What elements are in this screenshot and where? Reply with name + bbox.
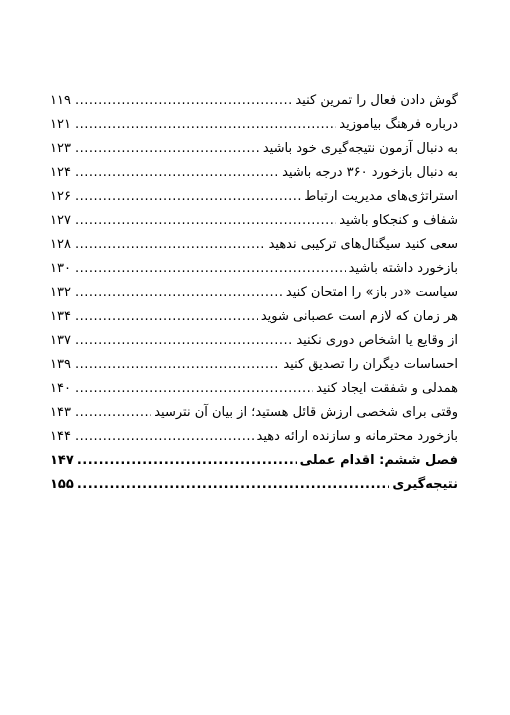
dot-leader [75, 137, 260, 161]
toc-chapter-title: فصل ششم: اقدام عملی [299, 453, 458, 468]
toc-entry-title: هر زمان که لازم است عصبانی شوید [260, 309, 458, 324]
dot-leader [75, 113, 336, 137]
toc-entry[interactable] [50, 377, 458, 401]
toc-entry-page: ۱۲۳ [50, 141, 71, 156]
toc-entry-title: وقتی برای شخصی ارزش قائل هستید؛ از بیان آن نترسید [154, 405, 458, 420]
toc-entry[interactable] [50, 209, 458, 233]
toc-entry-title: احساسات دیگران را تصدیق کنید [283, 357, 458, 372]
toc-chapter-page: ۱۵۵ [50, 477, 74, 492]
toc-entry-title: به دنبال آزمون نتیجه‌گیری خود باشید [262, 141, 458, 156]
toc-entry-title: به دنبال بازخورد ۳۶۰ درجه باشید [282, 165, 458, 180]
toc-entry-page: ۱۲۸ [50, 237, 71, 252]
dot-leader [75, 281, 283, 305]
toc-entry-page: ۱۲۴ [50, 165, 71, 180]
dot-leader [75, 185, 301, 209]
dot-leader [75, 377, 313, 401]
dot-leader [77, 473, 390, 497]
dot-leader [75, 329, 293, 353]
toc-entry-page: ۱۳۹ [50, 357, 71, 372]
toc-chapter-entry[interactable] [50, 473, 458, 497]
dot-leader [75, 233, 266, 257]
dot-leader [75, 257, 346, 281]
toc-entry[interactable] [50, 113, 458, 137]
toc-entry-title: گوش دادن فعال را تمرین کنید [295, 93, 458, 108]
toc-entry-title: استراتژی‌های مدیریت ارتباط [304, 189, 458, 204]
toc-entry-page: ۱۴۳ [50, 405, 71, 420]
dot-leader [77, 449, 297, 473]
toc-chapter-title: نتیجه‌گیری [392, 477, 458, 492]
toc-entry-title: بازخورد داشته باشید [348, 261, 458, 276]
toc-entry[interactable] [50, 137, 458, 161]
table-of-contents [50, 89, 458, 497]
dot-leader [75, 305, 258, 329]
toc-entry-page: ۱۴۴ [50, 429, 71, 444]
toc-entry-title: همدلی و شفقت ایجاد کنید [316, 381, 458, 396]
toc-entry-title: بازخورد محترمانه و سازنده ارائه دهید [256, 429, 458, 444]
toc-entry-title: سیاست «در باز» را امتحان کنید [285, 285, 458, 300]
toc-entry-title: شفاف و کنجکاو باشید [339, 213, 458, 228]
dot-leader [75, 89, 292, 113]
toc-entry-page: ۱۱۹ [50, 93, 71, 108]
toc-entry[interactable] [50, 353, 458, 377]
toc-entry[interactable] [50, 329, 458, 353]
toc-entry-title: از وقایع یا اشخاص دوری نکنید [296, 333, 458, 348]
toc-entry[interactable] [50, 185, 458, 209]
toc-entry-page: ۱۳۴ [50, 309, 71, 324]
toc-entry-page: ۱۲۱ [50, 117, 71, 132]
dot-leader [75, 353, 280, 377]
toc-entry[interactable] [50, 161, 458, 185]
toc-entry-page: ۱۳۰ [50, 261, 71, 276]
toc-entry-page: ۱۲۶ [50, 189, 71, 204]
toc-entry-page: ۱۳۲ [50, 285, 71, 300]
toc-entry[interactable] [50, 89, 458, 113]
dot-leader [75, 401, 151, 425]
toc-entry[interactable] [50, 305, 458, 329]
toc-entry-page: ۱۲۷ [50, 213, 71, 228]
toc-entry-title: سعی کنید سیگنال‌های ترکیبی ندهید [268, 237, 458, 252]
toc-entry[interactable] [50, 401, 458, 425]
toc-entry-page: ۱۴۰ [50, 381, 71, 396]
dot-leader [75, 425, 254, 449]
dot-leader [75, 209, 336, 233]
toc-chapter-entry[interactable] [50, 449, 458, 473]
toc-chapter-page: ۱۴۷ [50, 453, 74, 468]
toc-entry[interactable] [50, 281, 458, 305]
toc-entry-page: ۱۳۷ [50, 333, 71, 348]
toc-entry-title: درباره فرهنگ بیاموزید [339, 117, 458, 132]
toc-entry[interactable] [50, 233, 458, 257]
dot-leader [75, 161, 279, 185]
toc-entry[interactable] [50, 425, 458, 449]
toc-entry[interactable] [50, 257, 458, 281]
